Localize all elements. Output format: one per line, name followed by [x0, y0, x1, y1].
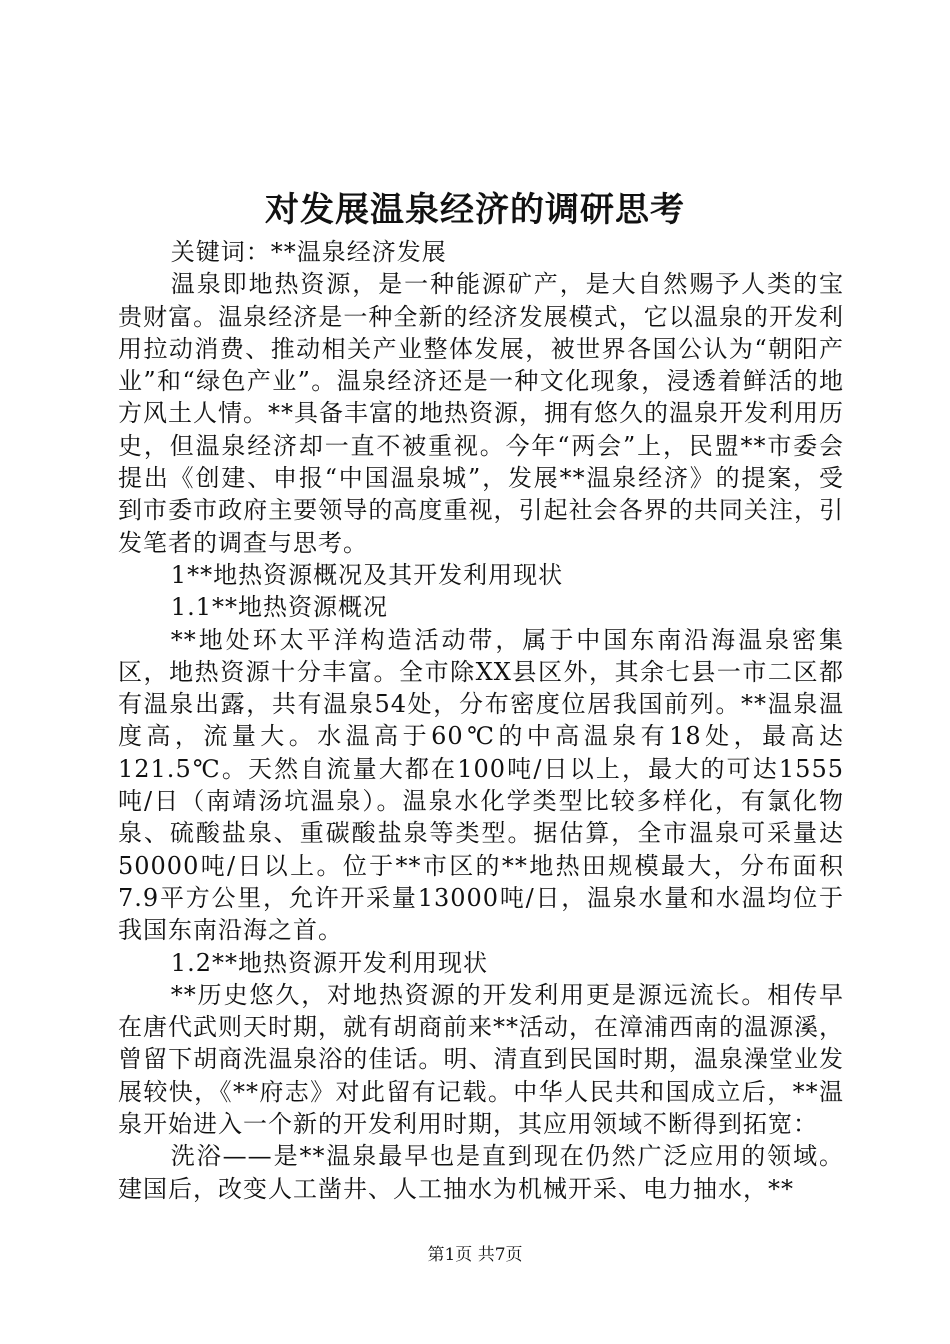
paragraph-resources: **地处环太平洋构造活动带，属于中国东南沿海温泉密集区，地热资源十分丰富。全市除XX县区外，其余七县一市二区都有温泉出露，共有温泉54处，分布密度位居我国前列。**温泉温度高，流量大。水温高于60℃的中高温泉有18处，最高达121.5℃。天然自流量大都在100吨/日以上，最大的可达1555吨/日（南靖汤坑温泉）。温泉水化学类型比较多样化，有氯化物泉、硫酸盐泉、重碳酸盐泉等类型。据估算，全市温泉可采量达50000吨/日以上。位于**市区的**地热田规模最大，分布面积7.9平方公里，允许开采量13000吨/日，温泉水量和水温均位于我国东南沿海之首。 — [118, 625, 844, 945]
document-body — [118, 236, 844, 1205]
document-title: 对发展温泉经济的调研思考 — [265, 190, 685, 230]
paragraph-history: **历史悠久，对地热资源的开发利用更是源远流长。相传早在唐代武则天时期，就有胡商前来**活动，在漳浦西南的温源溪，曾留下胡商洗温泉浴的佳话。明、清直到民国时期，温泉澡堂业发展较快，《**府志》对此留有记载。中华人民共和国成立后，**温泉开始进入一个新的开发利用时期，其应用领域不断得到拓宽： — [118, 980, 844, 1139]
section-heading-1: 1**地热资源概况及其开发利用现状 — [170, 560, 564, 589]
section-heading-1-2: 1.2**地热资源开发利用现状 — [170, 948, 488, 977]
paragraph-bathing: 洗浴——是**温泉最早也是直到现在仍然广泛应用的领域。建国后，改变人工凿井、人工抽水为机械开采、电力抽水，** — [118, 1142, 844, 1203]
paragraph-intro: 温泉即地热资源，是一种能源矿产，是大自然赐予人类的宝贵财富。温泉经济是一种全新的经济发展模式，它以温泉的开发利用拉动消费、推动相关产业整体发展，被世界各国公认为“朝阳产业”和“绿色产业”。温泉经济还是一种文化现象，浸透着鲜活的地方风土人情。**具备丰富的地热资源，拥有悠久的温泉开发利用历史，但温泉经济却一直不被重视。今年“两会”上，民盟**市委会提出《创建、申报“中国温泉城”，发展**温泉经济》的提案，受到市委市政府主要领导的高度重视，引起社会各界的共同关注，引发笔者的调查与思考。 — [118, 270, 844, 557]
keywords-line: 关键词：**温泉经济发展 — [170, 238, 447, 266]
section-heading-1-1: 1.1**地热资源概况 — [170, 593, 388, 622]
page-footer: 第1页 共7页 — [427, 1245, 523, 1265]
